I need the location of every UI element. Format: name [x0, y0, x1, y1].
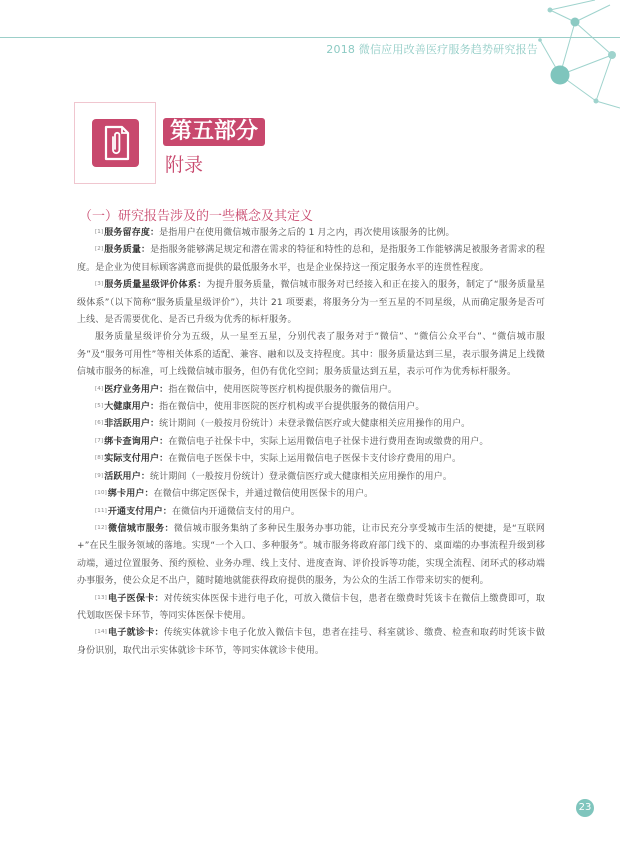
footnote-number: [10] [95, 490, 107, 497]
definition-text: 对传统实体医保卡进行电子化，可放入微信卡包，患者在缴费时凭该卡在微信上缴费即可，取代划取医保卡环节，等同实体医保卡使用。 [77, 593, 545, 621]
definition-item [77, 451, 545, 468]
footnote-number: [5] [95, 403, 104, 410]
footnote-number: [13] [95, 594, 107, 601]
definition-term: 电子医保卡： [107, 593, 164, 604]
footnote-number: [12] [95, 524, 107, 531]
definition-term: 绑卡用户： [107, 489, 154, 500]
definition-item [77, 225, 545, 242]
header-rule [0, 37, 620, 38]
definition-text: 服务质量星级评价分为五级，从一星至五星，分别代表了服务对于“微信”、“微信公众平台”、“微信城市服务”及“服务可用性”等相关体系的适配、兼容、融和以及支持程度。其中：服务质量达到三星，表示服务满足上线微信城市服务的标准，可上线微信城市服务，但仍有优化空间；服务质量达到五星，表示可作为优秀标杆服务。 [77, 332, 545, 378]
definition-item [77, 434, 545, 451]
definition-term: 医疗业务用户： [104, 384, 169, 395]
footnote-number: [6] [95, 420, 104, 427]
definition-text: 在微信电子医保卡中，实际上运用微信电子医保卡支付诊疗费用的用户。 [168, 454, 462, 465]
definition-item [77, 399, 545, 416]
definition-text: 统计期间（一般按月份统计）登录微信医疗或大健康相关应用操作的用户。 [150, 471, 452, 482]
footnote-number: [9] [95, 472, 104, 479]
definition-item [77, 591, 545, 626]
definition-text: 是指服务能够满足规定和潜在需求的特征和特性的总和，是指服务工作能够满足被服务者需求的程度。是企业为使目标顾客满意而提供的最低服务水平，也是企业保持这一预定服务水平的连贯性程度。 [77, 245, 545, 273]
definition-item [77, 242, 545, 277]
definition-text: 指在微信中，使用医院等医疗机构提供服务的微信用户。 [168, 384, 398, 395]
page-number: 23 [576, 799, 594, 817]
section-heading: （一）研究报告涉及的一些概念及其定义 [79, 209, 314, 224]
chapter-number: 第五部分 [163, 118, 265, 146]
definition-text: 微信城市服务集纳了多种民生服务办事功能，让市民充分享受城市生活的便捷，是“互联网 +”在民生服务领域的落地。实现“一个入口、多种服务”。城市服务将政府部门线下的、桌面端的办事流程升级到移动端，通过位置服务、预约预检、业务办理、线上支付、进度查询、评价投诉等功能，实现全流程、闭环式的移动端办事服务，使公众足不出户，随时随地就能获得政府提供的服务，为公众的生活工作带来切实的便利。 [77, 523, 545, 587]
chapter-name: 附录 [165, 154, 204, 176]
footnote-number: [4] [95, 385, 104, 392]
definition-text: 传统实体就诊卡电子化放入微信卡包，患者在挂号、科室就诊、缴费、检查和取药时凭该卡做身份识别，取代出示实体就诊卡环节，等同实体就诊卡使用。 [77, 628, 545, 656]
definition-item [77, 329, 545, 381]
footnote-number: [7] [95, 437, 104, 444]
definition-term: 开通支付用户： [107, 506, 172, 517]
definition-term: 服务留存度： [104, 228, 160, 238]
definition-item [77, 277, 545, 329]
definition-term: 大健康用户： [104, 402, 160, 413]
footnote-number: [11] [95, 507, 107, 514]
definition-term: 服务质量： [104, 245, 151, 256]
footnote-number: [14] [95, 629, 107, 636]
definition-term: 电子就诊卡： [107, 628, 164, 639]
definition-term: 非活跃用户： [104, 419, 160, 430]
definition-text: 统计期间（一般按月份统计）未登录微信医疗或大健康相关应用操作的用户。 [159, 419, 471, 430]
definition-term: 实际支付用户： [104, 454, 169, 465]
definition-item [77, 382, 545, 399]
report-title: 2018 微信应用改善医疗服务趋势研究报告 [326, 43, 538, 56]
definition-term: 服务质量星级评价体系： [104, 280, 207, 291]
definition-text: 在微信内开通微信支付的用户。 [171, 506, 301, 517]
footnote-number: [1] [95, 229, 104, 235]
definition-text: 是指用户在使用微信城市服务之后的 1 月之内，再次使用该服务的比例。 [159, 228, 455, 238]
document-clip-icon [92, 119, 139, 167]
definitions-list [77, 225, 545, 660]
definition-text: 为提升服务质量，微信城市服务对已经接入和正在接入的服务，制定了“服务质量星级体系”（以下简称“服务质量星级评价”），共计 21 项要素，将服务分为一至五星的不同星级，从而确定服务是否可上线、是否需要优化、是否已升级为优秀的标杆服务。 [77, 280, 545, 326]
footnote-number: [3] [95, 281, 104, 288]
definition-item [77, 486, 545, 503]
definition-text: 指在微信中，使用非医院的医疗机构或平台提供服务的微信用户。 [159, 402, 425, 413]
footnote-number: [2] [95, 246, 104, 253]
definition-item [77, 504, 545, 521]
definition-term: 绑卡查询用户： [104, 436, 169, 447]
definition-item [77, 625, 545, 660]
definition-term: 活跃用户： [104, 471, 151, 482]
definition-text: 在微信中绑定医保卡，并通过微信使用医保卡的用户。 [153, 489, 374, 500]
definition-item [77, 521, 545, 591]
definition-text: 在微信电子社保卡中，实际上运用微信电子社保卡进行费用查询或缴费的用户。 [168, 436, 489, 447]
footnote-number: [8] [95, 455, 104, 462]
definition-term: 微信城市服务： [107, 523, 174, 534]
definition-item [77, 416, 545, 433]
definition-item [77, 469, 545, 486]
